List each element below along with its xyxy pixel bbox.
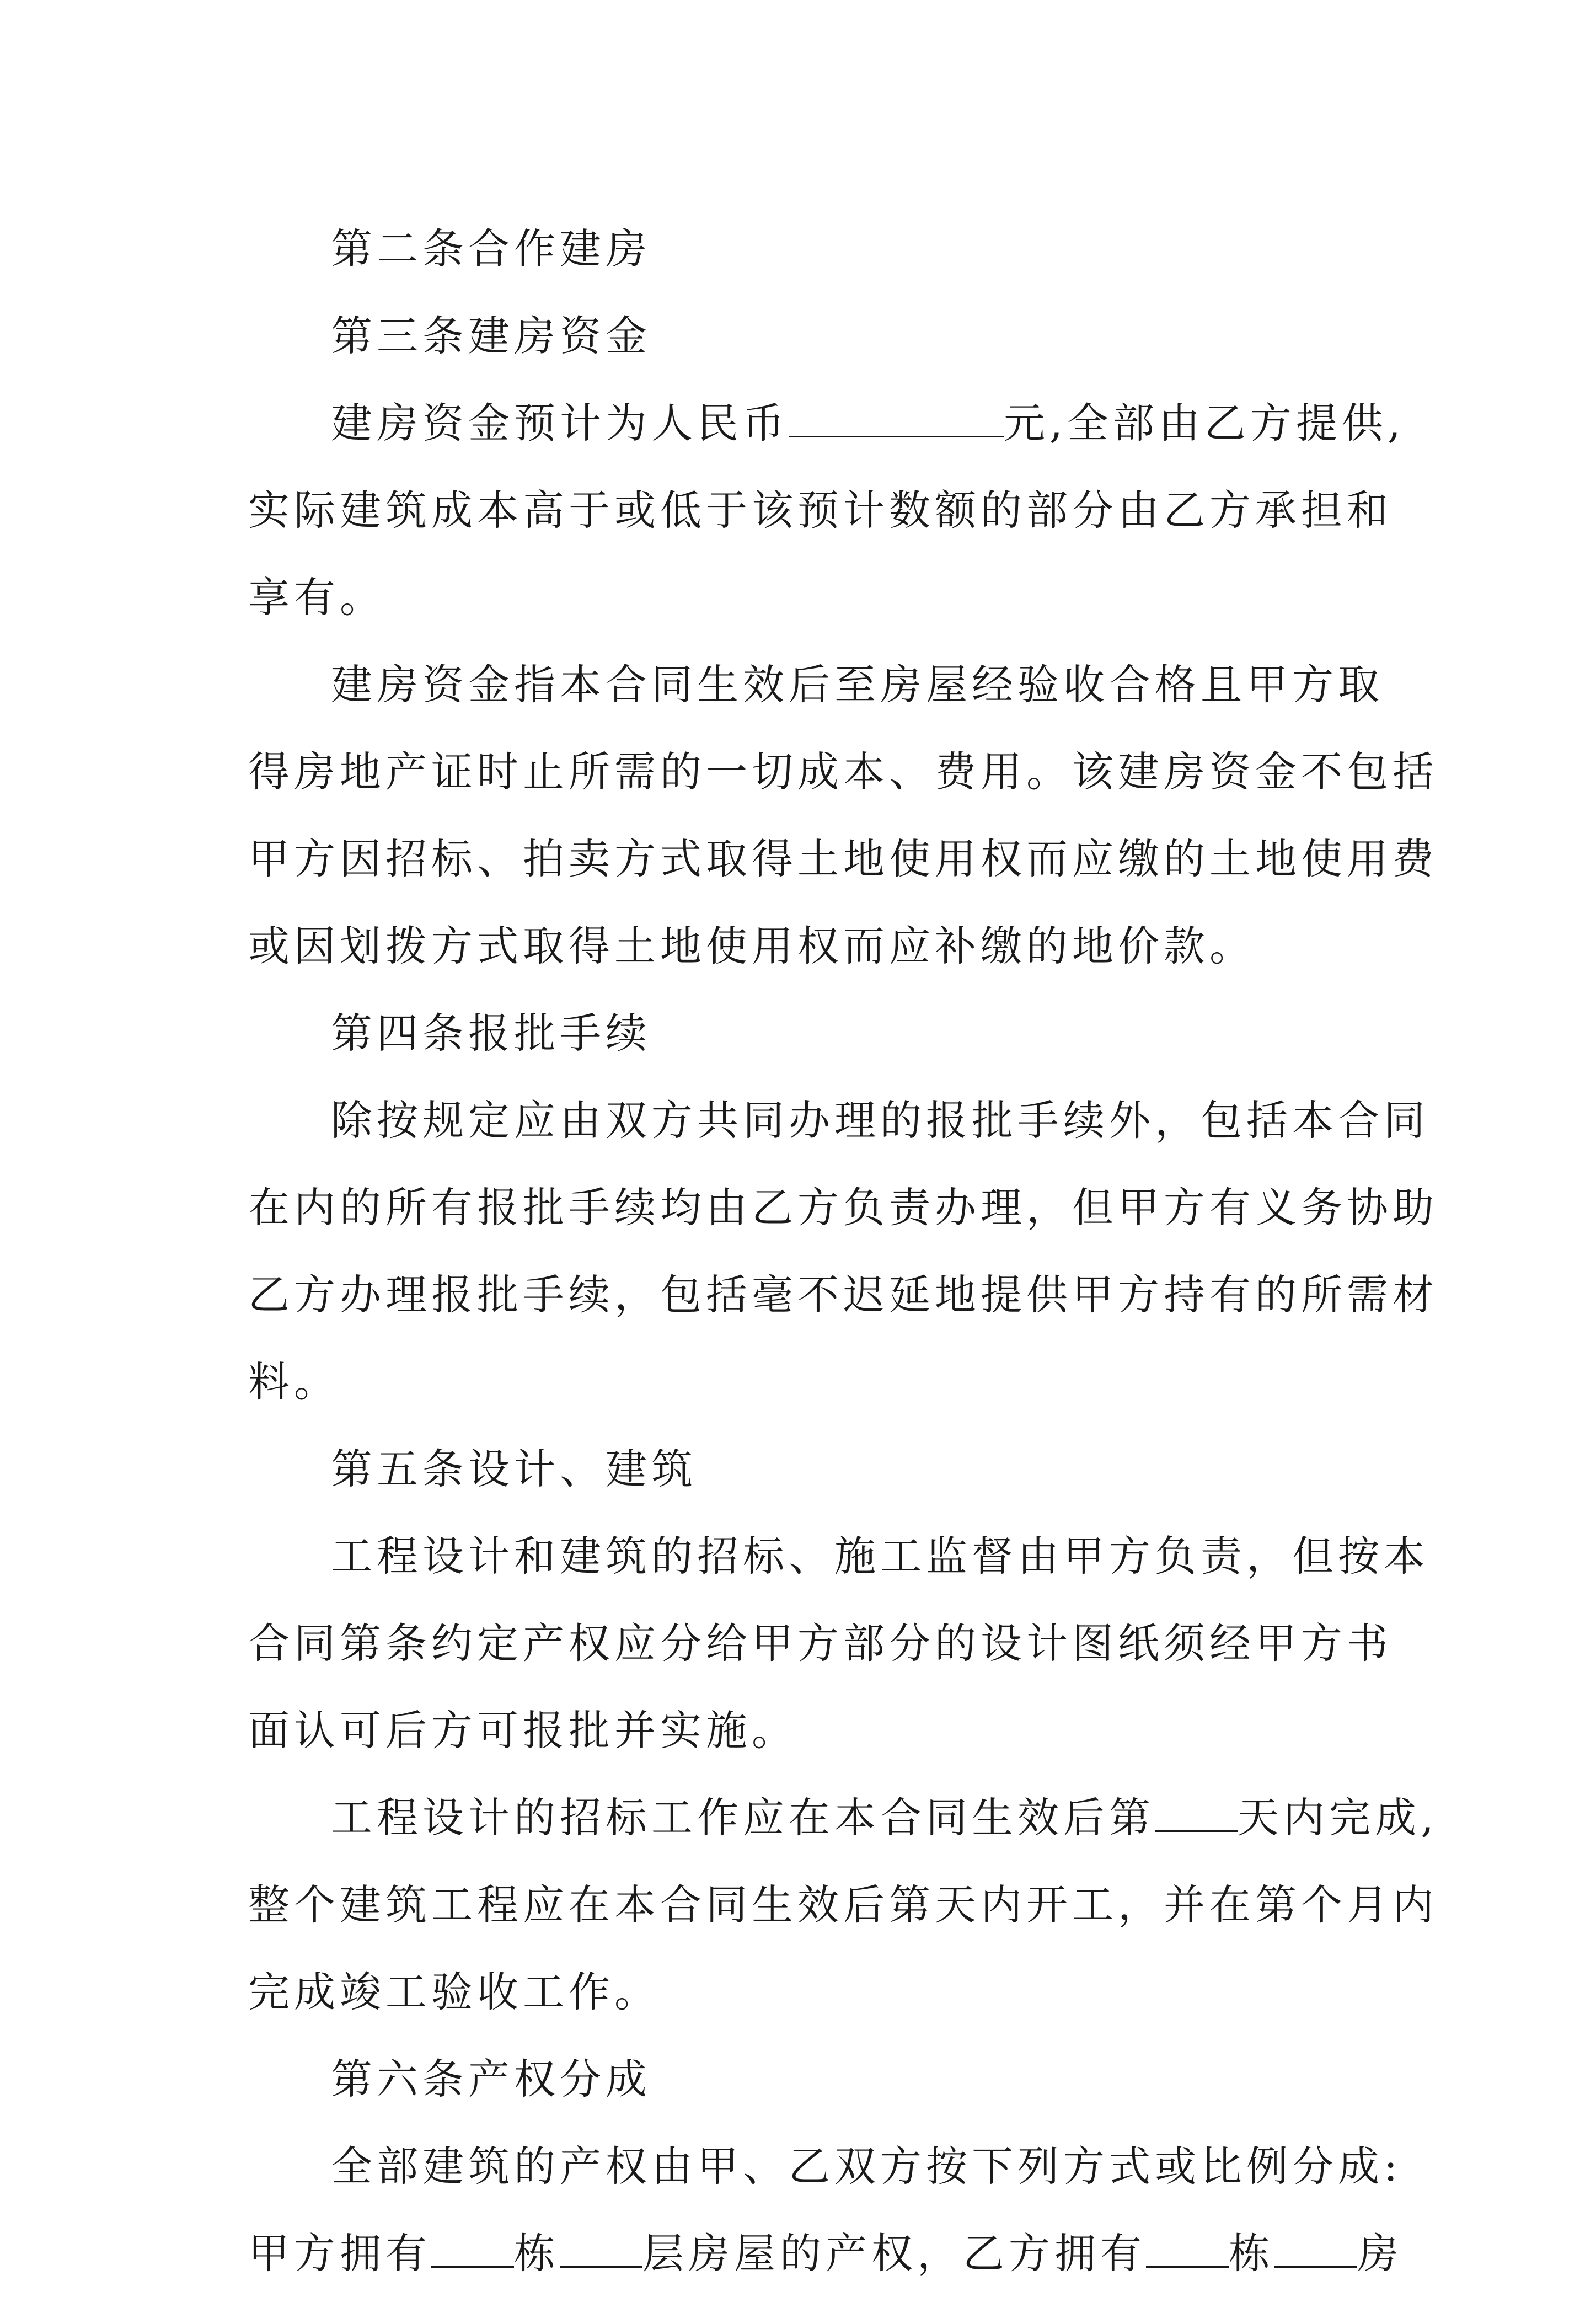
text-segment: 除按规定应由双方共同办理的报批手续外，包括本合同 xyxy=(331,1096,1430,1145)
text-segment: 建房资金预计为人民币 xyxy=(331,399,789,447)
article-2-heading-text: 第二条合作建房 xyxy=(331,225,652,273)
article-4-heading xyxy=(248,990,1362,1077)
article-3-heading xyxy=(248,292,1362,380)
text-segment: 建房资金指本合同生效后至房屋经验收合格且甲方取 xyxy=(331,660,1384,709)
text-segment: 享有。 xyxy=(248,573,386,622)
text-segment: 得房地产证时止所需的一切成本、费用。该建房资金不包括 xyxy=(248,747,1439,796)
fill-in-blank xyxy=(1155,1796,1238,1832)
article-4-heading-text: 第四条报批手续 xyxy=(331,1009,652,1057)
text-segment: 料。 xyxy=(248,1358,340,1406)
text-segment: 面认可后方可报批并实施。 xyxy=(248,1706,798,1755)
text-segment: 合同第条约定产权应分给甲方部分的设计图纸须经甲方书 xyxy=(248,1619,1393,1668)
text-segment: 在内的所有报批手续均由乙方负责办理，但甲方有义务协助 xyxy=(248,1183,1439,1232)
text-segment: 房 xyxy=(1357,2229,1404,2278)
paragraph-line xyxy=(248,1774,1438,1861)
fill-in-blank xyxy=(431,2232,514,2268)
text-segment: 甲方拥有 xyxy=(248,2229,432,2278)
article-2-heading xyxy=(248,205,1362,292)
paragraph-line xyxy=(248,380,1405,467)
fill-in-blank xyxy=(789,402,1004,437)
article-3-heading-text: 第三条建房资金 xyxy=(331,312,652,360)
article-6-heading xyxy=(248,2036,1362,2123)
paragraph-line xyxy=(248,1687,1362,1774)
text-segment: 栋 xyxy=(1229,2229,1275,2278)
text-segment: 乙方办理报批手续，包括毫不迟延地提供甲方持有的所需材 xyxy=(248,1270,1439,1319)
paragraph-line xyxy=(248,641,1384,728)
article-6-heading-text: 第六条产权分成 xyxy=(331,2055,652,2103)
text-segment: 工程设计的招标工作应在本合同生效后第 xyxy=(331,1793,1155,1842)
paragraph-line xyxy=(248,2123,1402,2210)
text-segment: 栋 xyxy=(514,2229,560,2278)
paragraph-line xyxy=(248,1164,1439,1251)
text-segment: 全部建筑的产权由甲、乙双方按下列方式或比例分成: xyxy=(331,2142,1402,2191)
fill-in-blank xyxy=(1146,2232,1229,2268)
text-segment: 整个建筑工程应在本合同生效后第天内开工，并在第个月内 xyxy=(248,1881,1439,1929)
text-segment: 甲方因招标、拍卖方式取得土地使用权而应缴的土地使用费 xyxy=(248,835,1439,883)
fill-in-blank xyxy=(1274,2232,1357,2268)
text-segment: 工程设计和建筑的招标、施工监督由甲方负责，但按本 xyxy=(331,1532,1430,1580)
paragraph-line xyxy=(248,1600,1393,1687)
paragraph-line xyxy=(248,2210,1404,2297)
text-segment: 天内完成, xyxy=(1238,1793,1438,1842)
paragraph-line xyxy=(248,1513,1430,1600)
paragraph-line xyxy=(248,1861,1439,1948)
text-segment: 完成竣工验收工作。 xyxy=(248,1968,661,2016)
text-segment: 实际建筑成本高于或低于该预计数额的部分由乙方承担和 xyxy=(248,486,1393,535)
paragraph-line xyxy=(248,1251,1439,1338)
paragraph-line xyxy=(248,902,1362,990)
article-5-heading xyxy=(248,1425,1362,1513)
paragraph-line xyxy=(248,815,1439,902)
article-5-heading-text: 第五条设计、建筑 xyxy=(331,1445,698,1493)
document-page xyxy=(248,205,1439,2297)
fill-in-blank xyxy=(560,2232,642,2268)
text-segment: 层房屋的产权，乙方拥有 xyxy=(642,2229,1147,2278)
paragraph-line xyxy=(248,467,1393,554)
paragraph-line xyxy=(248,554,1362,641)
paragraph-line xyxy=(248,1338,1362,1425)
text-segment: 元,全部由乙方提供, xyxy=(1004,399,1405,447)
paragraph-line xyxy=(248,1948,1362,2036)
paragraph-line xyxy=(248,1077,1430,1164)
text-segment: 或因划拨方式取得土地使用权而应补缴的地价款。 xyxy=(248,922,1256,970)
paragraph-line xyxy=(248,728,1439,815)
